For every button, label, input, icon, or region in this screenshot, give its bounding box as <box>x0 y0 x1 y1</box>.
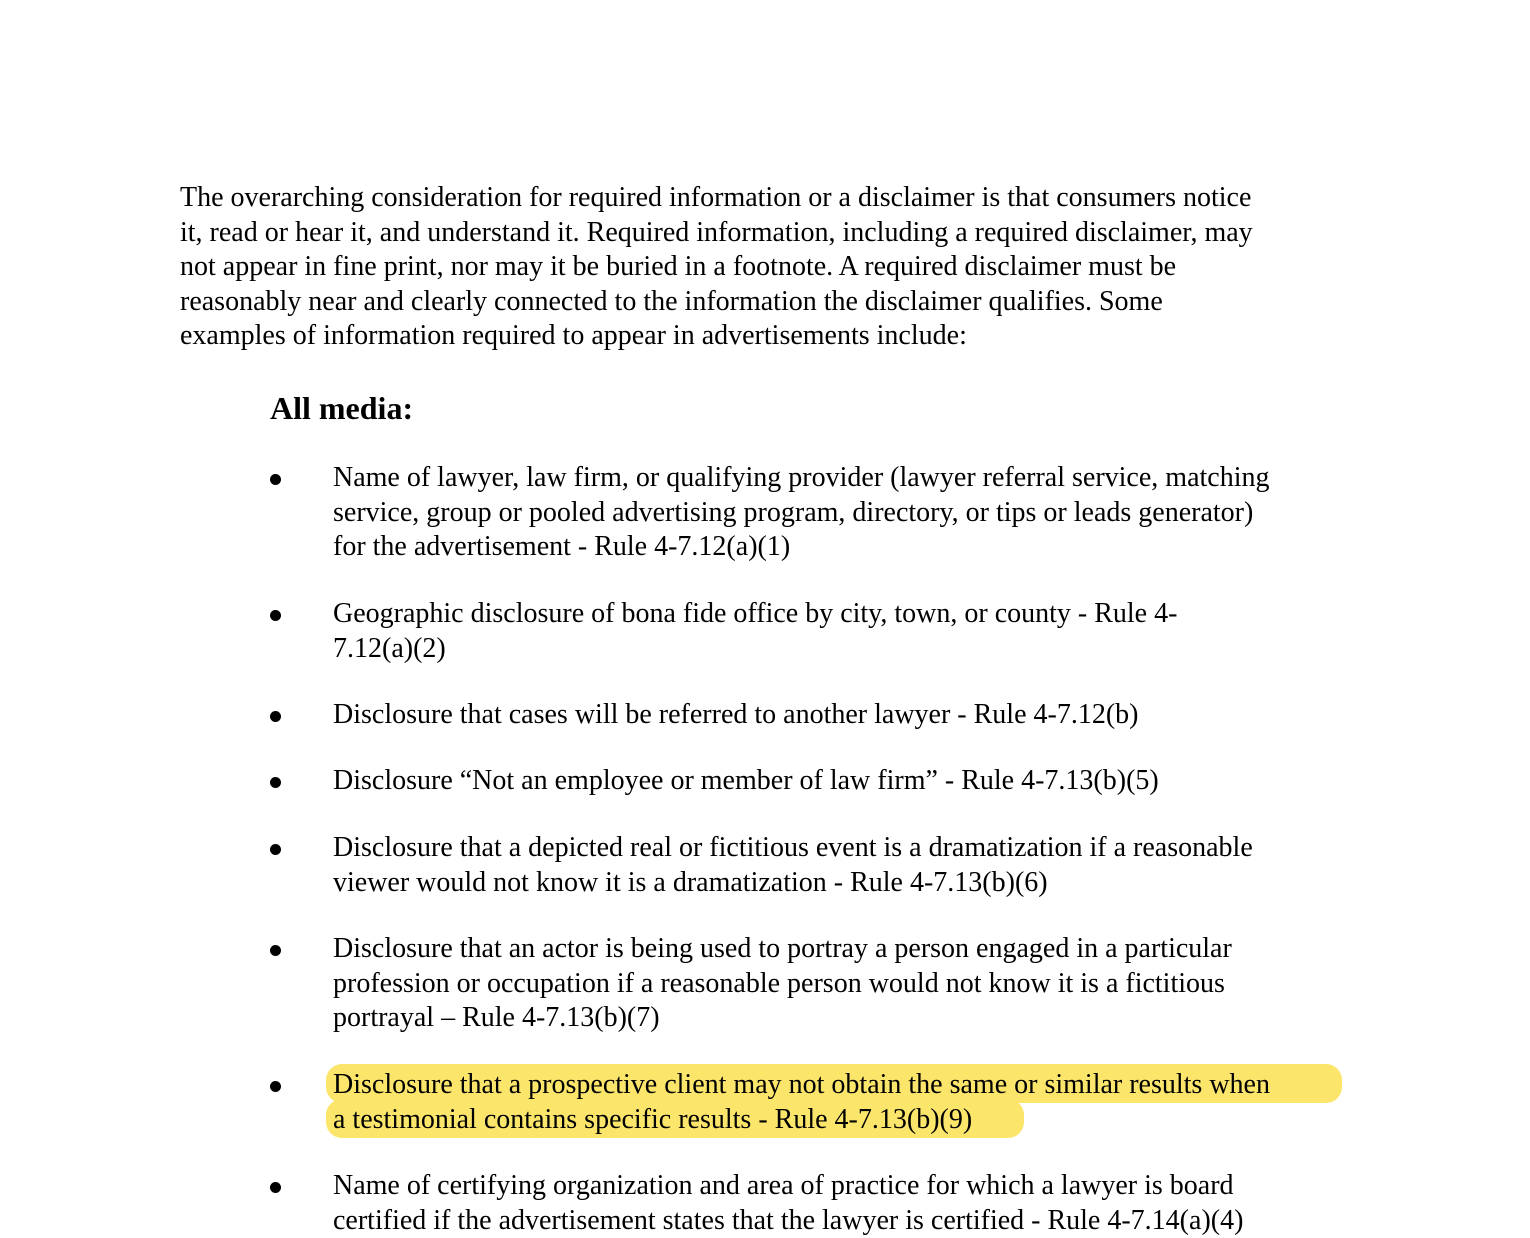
intro-line: reasonably near and clearly connected to the information the disclaimer qualifies. Some <box>180 285 1340 320</box>
list-item-text <box>333 1068 1270 1137</box>
list-item-line: Disclosure that a prospective client may not obtain the same or similar results when <box>333 1068 1270 1103</box>
list-item-text <box>333 461 1269 565</box>
list-item-line: viewer would not know it is a dramatization - Rule 4-7.13(b)(6) <box>333 866 1253 901</box>
list-item-line: certified if the advertisement states that the lawyer is certified - Rule 4-7.14(a)(4) <box>333 1204 1243 1238</box>
list-item-line: Disclosure “Not an employee or member of law firm” - Rule 4-7.13(b)(5) <box>333 764 1159 799</box>
list-item-text <box>333 1169 1243 1238</box>
list-item-line: profession or occupation if a reasonable person would not know it is a fictitious <box>333 967 1232 1002</box>
list-item-line: portrayal – Rule 4-7.13(b)(7) <box>333 1001 1232 1036</box>
list-item-line: Disclosure that cases will be referred to another lawyer - Rule 4-7.12(b) <box>333 698 1138 733</box>
list-item-line: Geographic disclosure of bona fide office by city, town, or county - Rule 4- <box>333 597 1177 632</box>
list-item-text <box>333 764 1159 799</box>
list-item-text <box>333 831 1253 900</box>
intro-paragraph <box>180 181 1340 354</box>
list-item-line: Disclosure that an actor is being used to portray a person engaged in a particular <box>333 932 1232 967</box>
list-item-line: Disclosure that a depicted real or fictitious event is a dramatization if a reasonable <box>333 831 1253 866</box>
intro-line: not appear in fine print, nor may it be buried in a footnote. A required disclaimer must be <box>180 250 1340 285</box>
list-item-line: for the advertisement - Rule 4-7.12(a)(1) <box>333 530 1269 565</box>
list-item-line: service, group or pooled advertising program, directory, or tips or leads generator) <box>333 496 1269 531</box>
intro-line: examples of information required to appear in advertisements include: <box>180 319 1340 354</box>
list-item-line: Name of lawyer, law firm, or qualifying provider (lawyer referral service, matching <box>333 461 1269 496</box>
intro-line: it, read or hear it, and understand it. Required information, including a required disclaimer, may <box>180 216 1340 251</box>
list-item-text <box>333 597 1177 666</box>
section-heading: All media: <box>270 388 413 428</box>
list-item-text <box>333 932 1232 1036</box>
list-item-line: a testimonial contains specific results - Rule 4-7.13(b)(9) <box>333 1103 1270 1138</box>
list-item-line: Name of certifying organization and area of practice for which a lawyer is board <box>333 1169 1243 1204</box>
list-item-text <box>333 698 1138 733</box>
intro-line: The overarching consideration for required information or a disclaimer is that consumers notice <box>180 181 1340 216</box>
list-item-line: 7.12(a)(2) <box>333 632 1177 667</box>
